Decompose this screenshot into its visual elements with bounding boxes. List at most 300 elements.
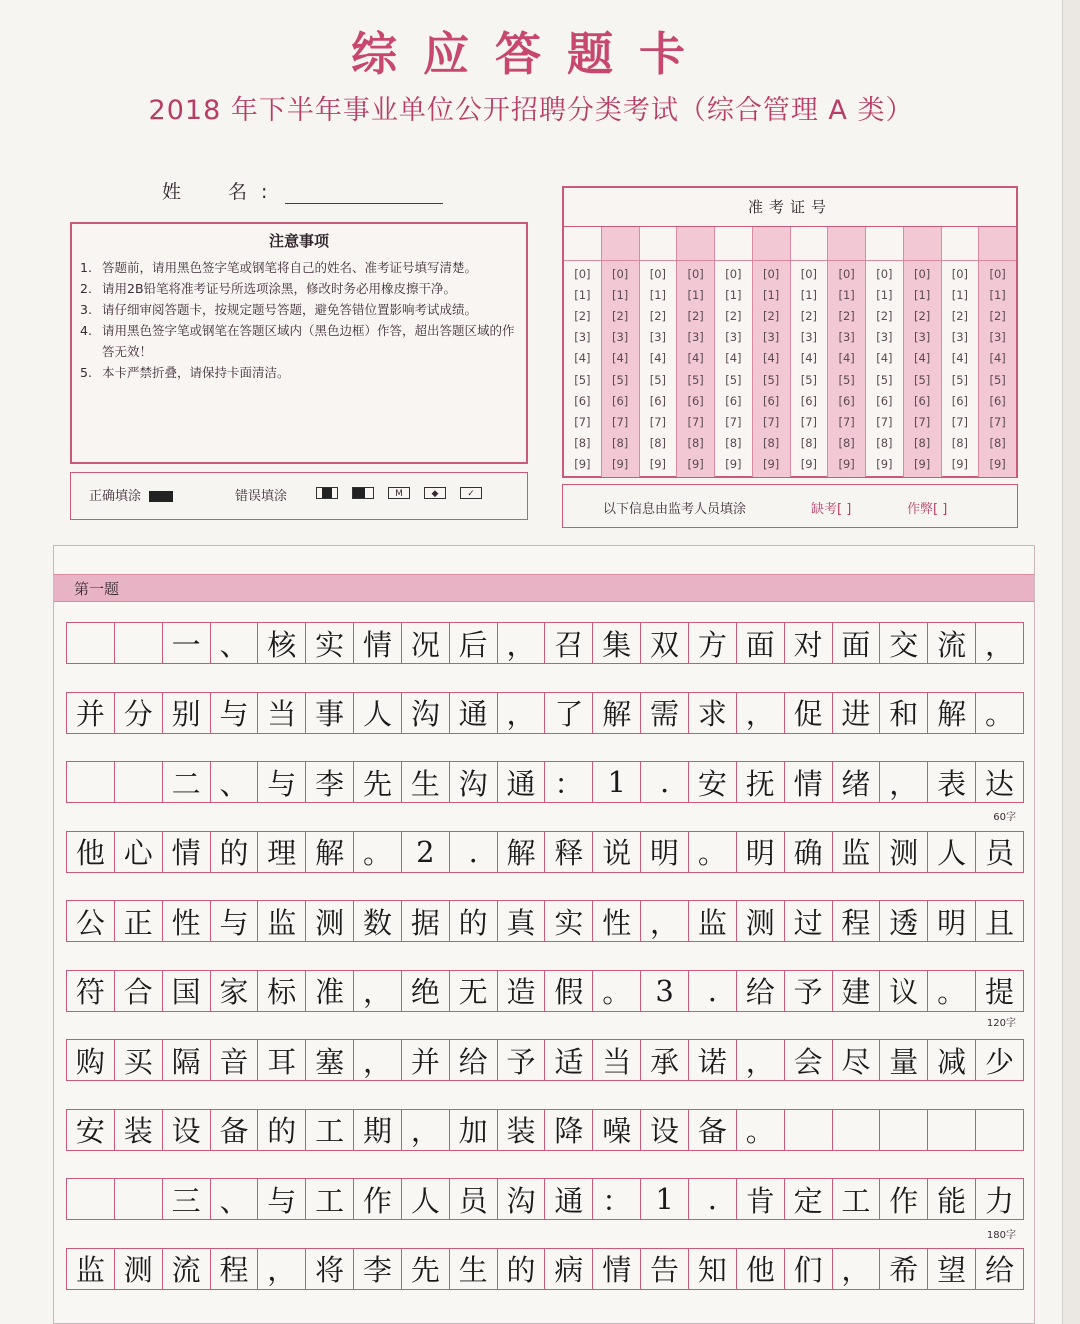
answer-cell[interactable]: 需 — [641, 693, 689, 733]
answer-cell[interactable]: 解 — [928, 693, 976, 733]
exam-id-bubble[interactable]: [1] — [838, 287, 855, 302]
answer-cell[interactable]: 达 — [984, 766, 1014, 801]
answer-cell[interactable]: 性 — [593, 901, 641, 941]
answer-cell[interactable]: 据 — [402, 901, 450, 941]
answer-cell[interactable]: 期 — [354, 1110, 402, 1150]
answer-cell[interactable]: 表 — [928, 762, 976, 802]
answer-cell[interactable]: 解 — [306, 832, 354, 872]
answer-cell[interactable]: 。 — [984, 697, 1014, 731]
answer-cell[interactable]: 释 — [545, 832, 593, 872]
exam-id-bubble[interactable]: [3] — [762, 330, 780, 345]
answer-cell[interactable]: 隔 — [163, 1040, 211, 1080]
exam-id-entry-box[interactable] — [564, 227, 601, 261]
exam-id-bubble[interactable]: [1] — [913, 287, 931, 302]
answer-cell[interactable]: ， — [833, 1249, 881, 1289]
exam-id-entry-box[interactable] — [942, 227, 979, 261]
answer-cell[interactable]: 测 — [880, 832, 928, 872]
exam-id-bubble[interactable]: [1] — [876, 287, 893, 302]
answer-cell[interactable]: 并 — [67, 693, 115, 733]
exam-id-bubble[interactable]: [9] — [649, 457, 667, 472]
exam-id-bubble[interactable]: [6] — [913, 393, 931, 408]
answer-cell[interactable]: ， — [354, 1040, 402, 1080]
answer-cell[interactable]: ， — [880, 762, 928, 802]
answer-cell[interactable]: 他 — [737, 1249, 785, 1289]
exam-id-bubble[interactable]: [6] — [725, 393, 742, 408]
answer-cell[interactable]: 测 — [737, 901, 785, 941]
answer-cell[interactable]: 二 — [163, 762, 211, 802]
answer-cell[interactable]: 后 — [450, 623, 498, 663]
exam-id-entry-box[interactable] — [979, 227, 1016, 261]
answer-cell[interactable] — [833, 1110, 881, 1150]
exam-id-bubble[interactable]: [8] — [574, 436, 591, 451]
exam-id-bubble[interactable]: [3] — [800, 330, 818, 345]
answer-cell[interactable]: 、 — [211, 1179, 259, 1219]
answer-cell[interactable]: 无 — [450, 971, 498, 1011]
answer-cell[interactable]: 。 — [737, 1110, 785, 1150]
answer-cell[interactable]: 2 — [402, 832, 450, 872]
answer-cell[interactable]: 病 — [545, 1249, 593, 1289]
exam-id-bubble[interactable]: [0] — [574, 266, 591, 281]
answer-cell[interactable]: ， — [498, 693, 546, 733]
answer-cell[interactable]: 工 — [306, 1179, 354, 1219]
exam-id-bubble[interactable]: [2] — [687, 308, 704, 323]
answer-cell[interactable]: 与 — [258, 762, 306, 802]
answer-cell[interactable]: 希 — [880, 1249, 928, 1289]
answer-cell[interactable]: 议 — [880, 971, 928, 1011]
exam-id-bubble[interactable]: [6] — [951, 393, 969, 408]
answer-cell[interactable]: 告 — [641, 1249, 689, 1289]
answer-cell[interactable] — [115, 1179, 163, 1219]
answer-cell[interactable]: 当 — [258, 693, 306, 733]
answer-cell[interactable]: 员 — [450, 1179, 498, 1219]
answer-cell[interactable]: 程 — [211, 1249, 259, 1289]
answer-cell[interactable]: 买 — [115, 1040, 163, 1080]
answer-cell[interactable]: . — [689, 971, 737, 1011]
answer-cell[interactable]: 标 — [258, 971, 306, 1011]
answer-cell[interactable]: 绪 — [833, 762, 881, 802]
answer-cell[interactable] — [115, 762, 163, 802]
answer-cell[interactable]: 合 — [115, 971, 163, 1011]
exam-id-bubble[interactable]: [7] — [611, 414, 629, 429]
exam-id-bubble[interactable]: [8] — [687, 436, 704, 451]
exam-id-bubble[interactable]: [4] — [989, 351, 1006, 366]
answer-cell[interactable]: 人 — [928, 832, 976, 872]
answer-cell[interactable]: 透 — [880, 901, 928, 941]
exam-id-bubble[interactable]: [2] — [838, 308, 855, 323]
answer-cell[interactable] — [928, 1110, 976, 1150]
answer-cell[interactable]: 符 — [67, 971, 115, 1011]
answer-cell[interactable]: 监 — [67, 1249, 115, 1289]
answer-cell[interactable]: 给 — [984, 1253, 1014, 1287]
answer-cell[interactable]: 将 — [306, 1249, 354, 1289]
exam-id-bubble[interactable]: [5] — [876, 372, 893, 387]
exam-id-bubble[interactable]: [6] — [649, 393, 667, 408]
answer-cell[interactable]: 予 — [498, 1040, 546, 1080]
answer-cell[interactable]: 力 — [984, 1183, 1014, 1218]
answer-cell[interactable]: 望 — [928, 1249, 976, 1289]
exam-id-bubble[interactable]: [8] — [611, 436, 629, 451]
answer-cell[interactable]: 生 — [450, 1249, 498, 1289]
answer-cell[interactable]: ， — [498, 623, 546, 663]
answer-cell[interactable]: ， — [984, 627, 1014, 662]
answer-cell[interactable]: 沟 — [402, 693, 450, 733]
answer-cell[interactable]: 员 — [984, 836, 1014, 870]
exam-id-bubble[interactable]: [7] — [800, 414, 818, 429]
exam-id-bubble[interactable]: [7] — [989, 414, 1006, 429]
answer-cell[interactable]: 定 — [785, 1179, 833, 1219]
exam-id-bubble[interactable]: [9] — [951, 457, 969, 472]
answer-cell[interactable]: 肯 — [737, 1179, 785, 1219]
exam-id-bubble[interactable]: [8] — [762, 436, 780, 451]
exam-id-entry-box[interactable] — [677, 227, 714, 261]
exam-id-bubble[interactable]: [6] — [687, 393, 704, 408]
exam-id-bubble[interactable]: [4] — [951, 351, 969, 366]
exam-id-bubble[interactable]: [7] — [687, 414, 704, 429]
answer-cell[interactable]: 。 — [593, 971, 641, 1011]
exam-id-bubble[interactable]: [2] — [800, 308, 818, 323]
answer-cell[interactable] — [880, 1110, 928, 1150]
answer-cell[interactable]: 解 — [593, 693, 641, 733]
exam-id-bubble[interactable]: [5] — [762, 372, 780, 387]
answer-cell[interactable]: 别 — [163, 693, 211, 733]
answer-cell[interactable]: 的 — [450, 901, 498, 941]
answer-cell[interactable]: 测 — [306, 901, 354, 941]
exam-id-bubble[interactable]: [9] — [989, 457, 1006, 472]
exam-id-bubble[interactable]: [6] — [838, 393, 855, 408]
exam-id-bubble[interactable]: [3] — [876, 330, 893, 345]
answer-cell[interactable]: 一 — [163, 623, 211, 663]
exam-id-bubble[interactable]: [0] — [800, 266, 818, 281]
answer-cell[interactable]: 提 — [984, 975, 1014, 1009]
answer-cell[interactable]: 正 — [115, 901, 163, 941]
exam-id-bubble[interactable]: [3] — [838, 330, 855, 345]
answer-cell[interactable]: 的 — [258, 1110, 306, 1150]
exam-id-bubble[interactable]: [2] — [762, 308, 780, 323]
answer-cell[interactable]: ， — [354, 971, 402, 1011]
exam-id-entry-box[interactable] — [715, 227, 752, 261]
exam-id-bubble[interactable]: [5] — [687, 372, 704, 387]
answer-cell[interactable]: 音 — [211, 1040, 259, 1080]
exam-id-bubble[interactable]: [1] — [611, 287, 629, 302]
exam-id-bubble[interactable]: [7] — [574, 414, 591, 429]
exam-id-bubble[interactable]: [6] — [611, 393, 629, 408]
exam-id-bubble[interactable]: [7] — [913, 414, 931, 429]
answer-cell[interactable]: 面 — [833, 623, 881, 663]
exam-id-bubble[interactable]: [6] — [876, 393, 893, 408]
answer-cell[interactable]: 李 — [354, 1249, 402, 1289]
answer-cell[interactable]: 进 — [833, 693, 881, 733]
answer-cell[interactable]: 减 — [928, 1040, 976, 1080]
answer-cell[interactable]: 了 — [545, 693, 593, 733]
exam-id-entry-box[interactable] — [828, 227, 865, 261]
exam-id-bubble[interactable]: [4] — [687, 351, 704, 366]
exam-id-bubble[interactable]: [9] — [876, 457, 893, 472]
answer-cell[interactable]: 核 — [258, 623, 306, 663]
answer-cell[interactable]: 安 — [67, 1110, 115, 1150]
answer-cell[interactable]: 的 — [211, 832, 259, 872]
exam-id-bubble[interactable]: [9] — [687, 457, 704, 472]
exam-id-bubble[interactable]: [2] — [913, 308, 931, 323]
exam-id-bubble[interactable]: [4] — [611, 351, 629, 366]
exam-id-bubble[interactable]: [5] — [649, 372, 667, 387]
exam-id-bubble[interactable]: [0] — [838, 266, 855, 281]
answer-cell[interactable]: 们 — [785, 1249, 833, 1289]
exam-id-bubble[interactable]: [6] — [800, 393, 818, 408]
exam-id-bubble[interactable]: [7] — [649, 414, 667, 429]
exam-id-entry-box[interactable] — [791, 227, 828, 261]
answer-cell[interactable]: 适 — [545, 1040, 593, 1080]
answer-cell[interactable]: 会 — [785, 1040, 833, 1080]
answer-cell[interactable]: . — [641, 762, 689, 802]
answer-cell[interactable]: 、 — [211, 623, 259, 663]
exam-id-bubble[interactable]: [3] — [574, 330, 591, 345]
exam-id-bubble[interactable]: [2] — [725, 308, 742, 323]
answer-cell[interactable]: ， — [737, 1040, 785, 1080]
answer-cell[interactable]: 三 — [163, 1179, 211, 1219]
answer-cell[interactable]: 情 — [163, 832, 211, 872]
exam-id-entry-box[interactable] — [866, 227, 903, 261]
answer-cell[interactable]: 能 — [928, 1179, 976, 1219]
answer-cell[interactable]: 和 — [880, 693, 928, 733]
exam-id-bubble[interactable]: [1] — [574, 287, 591, 302]
exam-id-bubble[interactable]: [2] — [611, 308, 629, 323]
answer-cell[interactable]: 且 — [984, 905, 1014, 940]
exam-id-bubble[interactable]: [0] — [951, 266, 969, 281]
answer-cell[interactable]: 设 — [641, 1110, 689, 1150]
answer-cell[interactable]: ， — [402, 1110, 450, 1150]
answer-cell[interactable]: 。 — [354, 832, 402, 872]
answer-cell[interactable]: 购 — [67, 1040, 115, 1080]
exam-id-bubble[interactable]: [0] — [876, 266, 893, 281]
exam-id-bubble[interactable]: [9] — [800, 457, 818, 472]
answer-cell[interactable]: 双 — [641, 623, 689, 663]
answer-cell[interactable]: 沟 — [450, 762, 498, 802]
answer-cell[interactable]: . — [450, 832, 498, 872]
answer-cell[interactable]: 解 — [498, 832, 546, 872]
answer-cell[interactable]: ， — [641, 901, 689, 941]
exam-id-bubble[interactable]: [3] — [611, 330, 629, 345]
answer-cell[interactable]: 沟 — [498, 1179, 546, 1219]
answer-cell[interactable]: 少 — [984, 1044, 1014, 1079]
answer-cell[interactable]: 实 — [306, 623, 354, 663]
answer-cell[interactable]: 对 — [785, 623, 833, 663]
answer-cell[interactable]: 真 — [498, 901, 546, 941]
answer-cell[interactable]: . — [689, 1179, 737, 1219]
answer-cell[interactable]: 明 — [737, 832, 785, 872]
answer-cell[interactable]: 召 — [545, 623, 593, 663]
exam-id-bubble[interactable]: [8] — [989, 436, 1006, 451]
answer-cell[interactable]: 加 — [450, 1110, 498, 1150]
answer-cell[interactable]: 诺 — [689, 1040, 737, 1080]
answer-cell[interactable]: 情 — [593, 1249, 641, 1289]
exam-id-bubble[interactable]: [1] — [725, 287, 742, 302]
answer-cell[interactable]: 人 — [354, 693, 402, 733]
answer-cell[interactable]: 通 — [545, 1179, 593, 1219]
exam-id-bubble[interactable]: [2] — [951, 308, 969, 323]
answer-cell[interactable]: 降 — [545, 1110, 593, 1150]
answer-cell[interactable]: 予 — [785, 971, 833, 1011]
answer-cell[interactable]: 备 — [211, 1110, 259, 1150]
exam-id-bubble[interactable]: [0] — [989, 266, 1006, 281]
answer-cell[interactable]: 求 — [689, 693, 737, 733]
answer-cell[interactable] — [976, 1110, 1023, 1150]
answer-cell[interactable] — [67, 762, 115, 802]
answer-cell[interactable]: 。 — [928, 971, 976, 1011]
exam-id-bubble[interactable]: [7] — [876, 414, 893, 429]
answer-cell[interactable]: 心 — [115, 832, 163, 872]
answer-cell[interactable]: 公 — [67, 901, 115, 941]
answer-cell[interactable]: 通 — [498, 762, 546, 802]
exam-id-entry-box[interactable] — [640, 227, 677, 261]
exam-id-bubble[interactable]: [6] — [762, 393, 780, 408]
answer-cell[interactable]: 给 — [450, 1040, 498, 1080]
answer-cell[interactable]: 知 — [689, 1249, 737, 1289]
answer-cell[interactable]: 家 — [211, 971, 259, 1011]
exam-id-bubble[interactable]: [7] — [762, 414, 780, 429]
exam-id-bubble[interactable]: [5] — [611, 372, 629, 387]
exam-id-bubble[interactable]: [7] — [838, 414, 855, 429]
answer-cell[interactable]: 尽 — [833, 1040, 881, 1080]
answer-cell[interactable]: 过 — [785, 901, 833, 941]
cheat-checkbox[interactable]: 作弊[ ] — [907, 502, 948, 517]
exam-id-bubble[interactable]: [8] — [951, 436, 969, 451]
answer-cell[interactable]: 作 — [880, 1179, 928, 1219]
exam-id-bubble[interactable]: [4] — [574, 351, 591, 366]
exam-id-entry-box[interactable] — [753, 227, 790, 261]
answer-cell[interactable]: 测 — [115, 1249, 163, 1289]
exam-id-bubble[interactable]: [7] — [951, 414, 969, 429]
answer-cell[interactable]: 先 — [402, 1249, 450, 1289]
exam-id-bubble[interactable]: [5] — [800, 372, 818, 387]
exam-id-bubble[interactable]: [1] — [687, 287, 704, 302]
answer-cell[interactable]: 人 — [402, 1179, 450, 1219]
answer-cell[interactable]: 假 — [545, 971, 593, 1011]
exam-id-bubble[interactable]: [3] — [649, 330, 667, 345]
exam-id-bubble[interactable]: [5] — [725, 372, 742, 387]
exam-id-bubble[interactable]: [4] — [725, 351, 742, 366]
answer-cell[interactable]: 面 — [737, 623, 785, 663]
answer-cell[interactable]: 作 — [354, 1179, 402, 1219]
answer-cell[interactable]: 数 — [354, 901, 402, 941]
exam-id-bubble[interactable]: [0] — [649, 266, 667, 281]
answer-cell[interactable]: 抚 — [737, 762, 785, 802]
answer-cell[interactable]: 安 — [689, 762, 737, 802]
answer-cell[interactable]: 李 — [306, 762, 354, 802]
answer-cell[interactable]: 并 — [402, 1040, 450, 1080]
exam-id-bubble[interactable]: [3] — [687, 330, 704, 345]
answer-cell[interactable]: 工 — [833, 1179, 881, 1219]
answer-cell[interactable]: 流 — [928, 623, 976, 663]
exam-id-bubble[interactable]: [7] — [725, 414, 742, 429]
answer-cell[interactable]: 、 — [211, 762, 259, 802]
name-input-line[interactable] — [285, 183, 443, 204]
answer-cell[interactable]: 流 — [163, 1249, 211, 1289]
exam-id-bubble[interactable]: [4] — [800, 351, 818, 366]
answer-cell[interactable]: 3 — [641, 971, 689, 1011]
answer-cell[interactable]: 备 — [689, 1110, 737, 1150]
answer-cell[interactable]: 情 — [785, 762, 833, 802]
answer-cell[interactable]: 的 — [498, 1249, 546, 1289]
answer-cell[interactable]: ， — [737, 693, 785, 733]
answer-cell[interactable]: 理 — [258, 832, 306, 872]
exam-id-bubble[interactable]: [6] — [574, 393, 591, 408]
exam-id-bubble[interactable]: [5] — [838, 372, 855, 387]
exam-id-bubble[interactable]: [1] — [649, 287, 667, 302]
exam-id-bubble[interactable]: [1] — [762, 287, 780, 302]
exam-id-bubble[interactable]: [9] — [838, 457, 855, 472]
answer-cell[interactable]: 程 — [833, 901, 881, 941]
exam-id-bubble[interactable]: [8] — [876, 436, 893, 451]
answer-cell[interactable]: 生 — [402, 762, 450, 802]
exam-id-bubble[interactable]: [4] — [838, 351, 855, 366]
answer-cell[interactable]: 况 — [402, 623, 450, 663]
exam-id-bubble[interactable]: [3] — [989, 330, 1006, 345]
exam-id-bubble[interactable]: [8] — [649, 436, 667, 451]
answer-cell[interactable]: 明 — [928, 901, 976, 941]
answer-cell[interactable]: 情 — [354, 623, 402, 663]
answer-cell[interactable]: 国 — [163, 971, 211, 1011]
answer-cell[interactable] — [67, 623, 115, 663]
answer-cell[interactable]: 承 — [641, 1040, 689, 1080]
exam-id-bubble[interactable]: [5] — [951, 372, 969, 387]
exam-id-bubble[interactable]: [4] — [762, 351, 780, 366]
exam-id-bubble[interactable]: [8] — [800, 436, 818, 451]
answer-cell[interactable]: 监 — [833, 832, 881, 872]
answer-cell[interactable]: 准 — [306, 971, 354, 1011]
exam-id-bubble[interactable]: [9] — [574, 457, 591, 472]
answer-cell[interactable]: 他 — [67, 832, 115, 872]
answer-cell[interactable]: 装 — [115, 1110, 163, 1150]
exam-id-bubble[interactable]: [8] — [838, 436, 855, 451]
exam-id-bubble[interactable]: [8] — [725, 436, 742, 451]
answer-cell[interactable]: 交 — [880, 623, 928, 663]
answer-cell[interactable]: 方 — [689, 623, 737, 663]
exam-id-bubble[interactable]: [6] — [989, 393, 1006, 408]
answer-cell[interactable]: 分 — [115, 693, 163, 733]
exam-id-bubble[interactable]: [1] — [989, 287, 1006, 302]
exam-id-bubble[interactable]: [2] — [876, 308, 893, 323]
answer-cell[interactable]: 装 — [498, 1110, 546, 1150]
answer-cell[interactable]: 通 — [450, 693, 498, 733]
answer-cell[interactable]: 噪 — [593, 1110, 641, 1150]
answer-cell[interactable]: ： — [593, 1179, 641, 1219]
exam-id-bubble[interactable]: [3] — [725, 330, 742, 345]
exam-id-bubble[interactable]: [0] — [913, 266, 931, 281]
answer-cell[interactable] — [785, 1110, 833, 1150]
exam-id-bubble[interactable]: [4] — [913, 351, 931, 366]
exam-id-bubble[interactable]: [9] — [725, 457, 742, 472]
exam-id-bubble[interactable]: [5] — [989, 372, 1006, 387]
answer-cell[interactable]: ， — [258, 1249, 306, 1289]
answer-cell[interactable]: 工 — [306, 1110, 354, 1150]
answer-cell[interactable]: 与 — [211, 693, 259, 733]
answer-cell[interactable]: 造 — [498, 971, 546, 1011]
answer-cell[interactable]: 事 — [306, 693, 354, 733]
exam-id-bubble[interactable]: [0] — [725, 266, 742, 281]
answer-cell[interactable]: 塞 — [306, 1040, 354, 1080]
answer-cell[interactable]: 监 — [258, 901, 306, 941]
exam-id-bubble[interactable]: [9] — [762, 457, 780, 472]
exam-id-bubble[interactable]: [2] — [649, 308, 667, 323]
answer-cell[interactable]: 1 — [593, 762, 641, 802]
exam-id-bubble[interactable]: [2] — [989, 308, 1006, 323]
answer-cell[interactable]: 。 — [689, 832, 737, 872]
answer-cell[interactable]: ： — [545, 762, 593, 802]
exam-id-bubble[interactable]: [0] — [762, 266, 780, 281]
answer-cell[interactable]: 设 — [163, 1110, 211, 1150]
answer-cell[interactable]: 给 — [737, 971, 785, 1011]
exam-id-bubble[interactable]: [1] — [800, 287, 818, 302]
